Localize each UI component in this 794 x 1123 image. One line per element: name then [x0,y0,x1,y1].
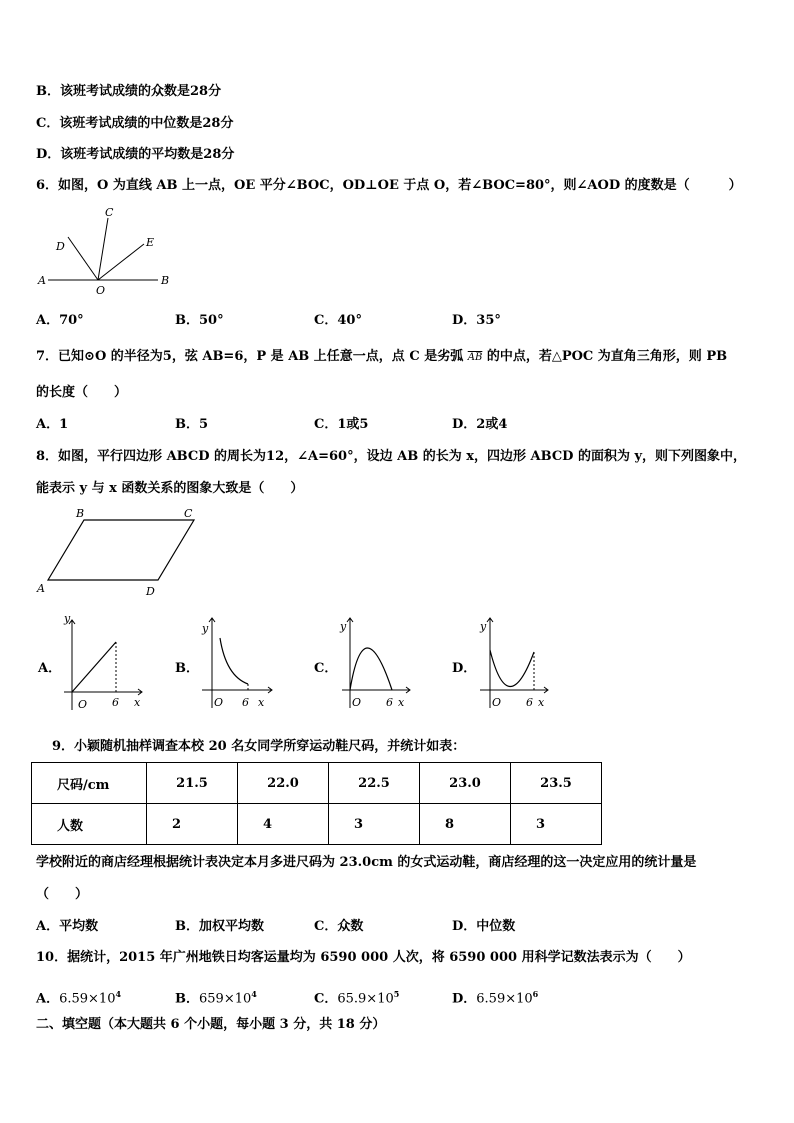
ray-od [68,237,98,280]
label-c: C [105,206,114,219]
graph-a-curve [72,642,116,692]
svg-text:y: y [64,612,71,625]
q7-stem-line2: 的长度（ ） [36,385,128,400]
table-cell: 2 [147,804,238,845]
q7-option-c: C．1或5 [314,417,369,432]
q8-parallelogram-figure [34,506,204,598]
q8-graph-c-letter: C． [314,661,338,676]
label-b: B [161,274,170,287]
ray-oe [98,244,144,280]
table-row [32,763,602,804]
q8-graph-c [334,612,414,712]
q7-stem-part2: 的中点，若△POC 为直角三角形，则 PB [482,349,728,364]
q9-stem: 9．小颖随机抽样调查本校 20 名女同学所穿运动鞋尺码，并统计如表： [52,739,466,754]
label-e: E [146,236,155,249]
q10-option-d: D．$6.59\times 10^6$ [452,989,539,1007]
svg-text:y: y [202,622,209,635]
table-header-cell: 尺码/cm [32,763,147,804]
table-header-cell: 人数 [32,804,147,845]
label-a: A [37,582,45,595]
q6-option-d: D．35° [452,313,501,328]
section-2-heading: 二、填空题（本大题共 6 个小题，每小题 3 分，共 18 分） [36,1017,386,1032]
table-cell: 22.5 [329,763,420,804]
table-cell: 8 [420,804,511,845]
table-cell: 3 [329,804,420,845]
q9-option-d: D．中位数 [452,919,516,934]
table-row [32,804,602,845]
label-b: B [76,507,85,520]
svg-text:6: 6 [242,696,249,709]
q8-graph-d [472,612,552,712]
q7-option-d: D．2或4 [452,417,508,432]
q8-graph-b [196,612,276,712]
q8-graph-d-letter: D． [452,661,477,676]
q9-stem-line3: （ ） [36,887,89,902]
table-cell: 4 [238,804,329,845]
q8-graph-a-letter: A． [38,661,62,676]
q5-option-b: B．该班考试成绩的众数是28分 [36,84,222,99]
svg-text:O: O [78,698,88,711]
q5-option-c: C．该班考试成绩的中位数是28分 [36,116,234,131]
q10-stem: 10．据统计，2015 年广州地铁日均客运量均为 6590 000 人次，将 6590 000 用科学记数法表示为（ ） [36,950,691,965]
q6-angle-figure [34,204,174,296]
graph-b-curve [220,638,248,684]
q9-option-c: C．众数 [314,919,364,934]
parallelogram-abcd [48,520,194,580]
q10-option-a: A．$6.59\times 10^4$ [36,989,122,1007]
q6-option-b: B．50° [175,313,224,328]
q6-stem: 6．如图，O 为直线 AB 上一点，OE 平分∠BOC，OD⊥OE 于点 O，若∠BOC=80°，则∠AOD 的度数是（ ） [36,178,742,193]
q9-shoe-size-table [31,762,602,845]
graph-d-curve [490,650,534,687]
table-cell: 23.0 [420,763,511,804]
q9-option-b: B．加权平均数 [175,919,264,934]
label-c: C [184,507,193,520]
table-cell: 3 [511,804,602,845]
svg-text:x: x [134,696,141,709]
label-d: D [146,585,155,598]
q10-option-b: B．$659\times 10^4$ [175,989,257,1007]
q9-option-a: A．平均数 [36,919,99,934]
table-cell: 21.5 [147,763,238,804]
q7-option-b: B．5 [175,417,209,432]
label-o: O [96,284,106,296]
svg-text:6: 6 [112,696,119,709]
q8-stem-line2: 能表示 y 与 x 函数关系的图象大致是（ ） [36,481,304,496]
q8-graph-b-letter: B． [175,661,199,676]
table-cell: 23.5 [511,763,602,804]
q7-stem-line1 [36,348,727,367]
q6-option-a: A．70° [36,313,84,328]
svg-text:6: 6 [386,696,393,709]
q8-graph-a [58,612,146,714]
ray-oc [98,218,108,280]
svg-text:x: x [258,696,265,709]
svg-text:6: 6 [526,696,533,709]
q9-stem-line2: 学校附近的商店经理根据统计表决定本月多进尺码为 23.0cm 的女式运动鞋，商店经理的这一决定应用的统计量是 [36,855,697,870]
svg-text:O: O [214,696,224,709]
label-d: D [56,240,65,253]
q7-option-a: A．1 [36,417,69,432]
q7-arc-ab: $\overline{AB}$ [467,352,483,363]
q7-stem-part1: 7．已知⊙O 的半径为5，弦 AB=6，P 是 AB 上任意一点，点 C 是劣弧 [36,349,468,364]
svg-text:y: y [340,620,347,633]
svg-text:x: x [538,696,545,709]
q8-stem-line1: 8．如图，平行四边形 ABCD 的周长为12，∠A=60°，设边 AB 的长为 x，四边形 ABCD 的面积为 y，则下列图象中， [36,449,747,464]
table-cell: 22.0 [238,763,329,804]
svg-text:x: x [398,696,405,709]
label-a: A [38,274,46,287]
svg-text:O: O [492,696,502,709]
graph-c-curve [350,648,392,690]
svg-text:O: O [352,696,362,709]
q10-option-c: C．$65.9\times 10^5$ [314,989,400,1007]
q6-option-c: C．40° [314,313,362,328]
q5-option-d: D．该班考试成绩的平均数是28分 [36,147,235,162]
svg-text:y: y [480,620,487,633]
